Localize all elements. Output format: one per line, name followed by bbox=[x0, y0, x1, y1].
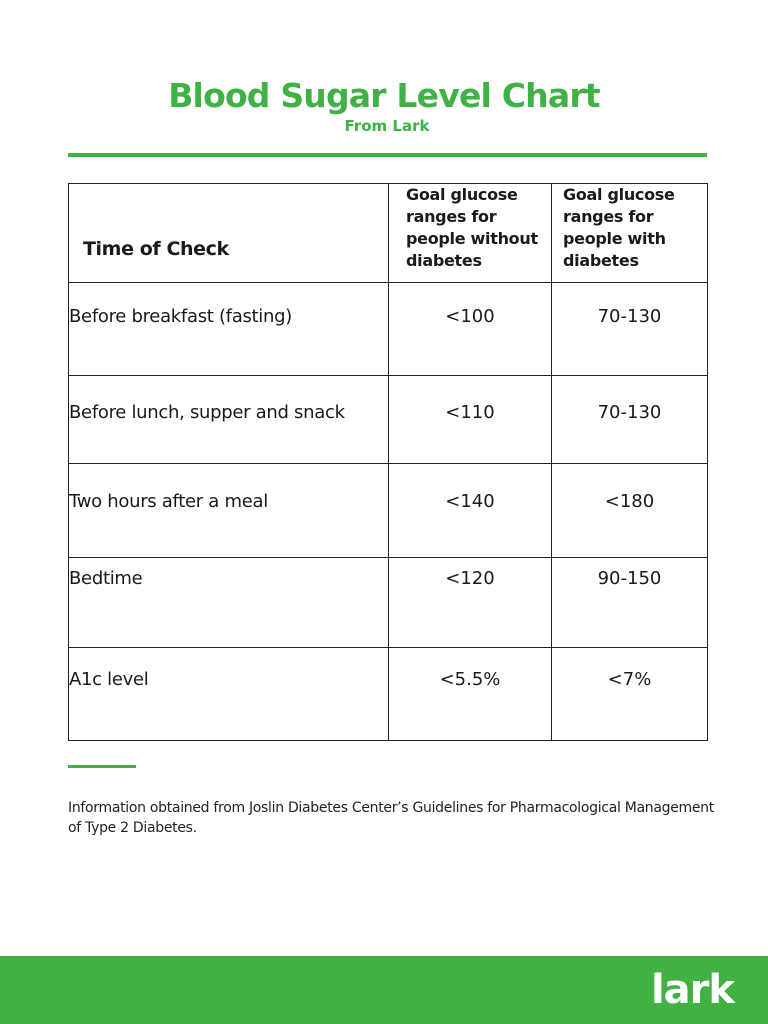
lark-logo: lark bbox=[650, 967, 734, 1013]
header-with-diabetes: Goal glucose ranges for people with diabetes bbox=[552, 184, 708, 283]
source-footnote: Information obtained from Joslin Diabetes Center’s Guidelines for Pharmacological Management of Type 2 Diabetes. bbox=[68, 800, 714, 836]
value-without-diabetes: <140 bbox=[389, 464, 552, 558]
table-row bbox=[69, 648, 708, 741]
title-divider bbox=[68, 153, 707, 157]
row-label: A1c level bbox=[69, 648, 389, 741]
table-row bbox=[69, 558, 708, 648]
value-with-diabetes: 70-130 bbox=[552, 376, 708, 464]
page-title: Blood Sugar Level Chart bbox=[168, 76, 600, 115]
row-label: Two hours after a meal bbox=[69, 464, 389, 558]
value-with-diabetes: 70-130 bbox=[552, 283, 708, 376]
row-label: Before breakfast (fasting) bbox=[69, 283, 389, 376]
value-without-diabetes: <100 bbox=[389, 283, 552, 376]
table-header-row bbox=[69, 184, 708, 283]
header-without-diabetes: Goal glucose ranges for people without diabetes bbox=[389, 184, 552, 283]
footer-bar bbox=[0, 956, 768, 1024]
value-without-diabetes: <5.5% bbox=[389, 648, 552, 741]
value-with-diabetes: <7% bbox=[552, 648, 708, 741]
value-without-diabetes: <110 bbox=[389, 376, 552, 464]
table-row bbox=[69, 376, 708, 464]
value-with-diabetes: <180 bbox=[552, 464, 708, 558]
page-subtitle: From Lark bbox=[344, 117, 430, 135]
footnote-divider bbox=[68, 765, 136, 768]
table-row bbox=[69, 283, 708, 376]
glucose-table bbox=[68, 183, 708, 741]
table-row bbox=[69, 464, 708, 558]
value-without-diabetes: <120 bbox=[389, 558, 552, 648]
header-time-of-check: Time of Check bbox=[69, 184, 389, 283]
row-label: Bedtime bbox=[69, 558, 389, 648]
row-label: Before lunch, supper and snack bbox=[69, 376, 389, 464]
value-with-diabetes: 90-150 bbox=[552, 558, 708, 648]
